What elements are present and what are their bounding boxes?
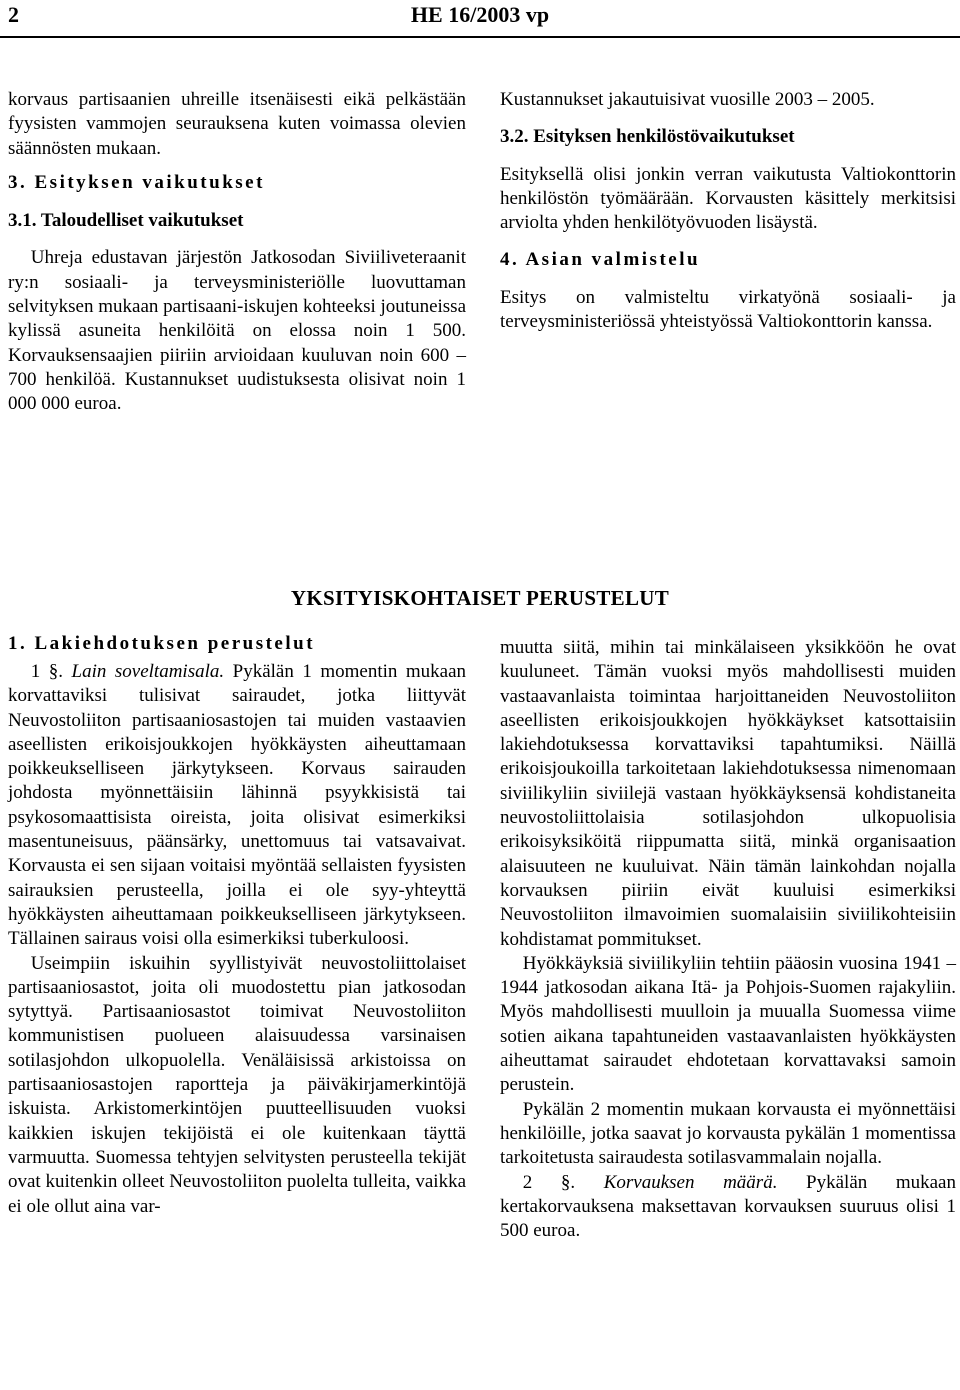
bottom-left-column <box>8 660 466 1219</box>
document-id: HE 16/2003 vp <box>410 2 550 27</box>
section-title-italic: Korvauksen määrä. <box>603 1171 778 1193</box>
paragraph: Esitys on valmisteltu virkatyönä sosiaali- ja terveysministeriössä yhteistyössä Valtiokonttorin kanssa. <box>500 286 956 333</box>
heading-section-3: 3. Esityksen vaikutukset <box>8 171 265 193</box>
section-number: 2 §. <box>522 1171 604 1193</box>
paragraph: Esityksellä olisi jonkin verran vaikutusta Valtiokonttorin henkilöstön työmäärään. Korvausten käsittely merkitsisi arviolta yhden henkilötyövuoden lisäystä. <box>500 163 956 234</box>
paragraph: Useimpiin iskuihin syyllistyivät neuvostoliittolaiset partisaaniosastot, joita oli muodostettu pian jatkosodan sytyttyä. Partisaaniosastot toimivat Neuvostoliiton kommunistisen puolueen alaisuudessa varsinaisen sotilasjohdon ulkopuolella. Venäläisissä arkistoissa on partisaaniosastojen raportteja ja päiväkirjamerkintöjä iskuista. Arkistomerkintöjen puutteellisuuden vuoksi kaikkien iskujen tekijöistä ei ole kuitenkaan täyttä varmuutta. Suomessa tehtyjen selvitysten perusteella tekijät ovat kuitenkin olleet Neuvostoliiton puolelta tulleita, vaikka ei ole ollut aina var- <box>8 952 466 1217</box>
top-left-column <box>8 88 466 417</box>
paragraph: Pykälän 2 momentin mukaan korvausta ei myönnettäisi henkilöille, jotka saavat jo korvausta pykälän 1 momentissa tarkoitetusta sairaudesta sotilasvammalain nojalla. <box>500 1098 956 1169</box>
heading-section-1: 1. Lakiehdotuksen perustelut <box>8 633 316 654</box>
paragraph: Hyökkäyksiä siviilikyliin tehtiin pääosin vuosina 1941 – 1944 jatkosodan aikana Itä- ja Pohjois-Suomen rajakyliin. Myös mahdollisesti muulloin ja muualla Suomessa viime sotien aikana tapahtuneiden vastaavanlaisten hyökkäysten aiheuttamat sairaudet ehdotetaan korvattavaksi samoin perustein. <box>500 952 956 1096</box>
paragraph-1-section <box>8 660 466 952</box>
bottom-right-column <box>500 636 956 1243</box>
paragraph: korvaus partisaanien uhreille itsenäisesti eikä pelkästään fyysisten vammojen seurauksena kuten voimassa olevien säännösten mukaan. <box>8 89 466 159</box>
paragraph: muutta siitä, mihin tai minkälaiseen yksikköön he ovat kuuluneet. Tämän vuoksi myös mahdollisesti muiden vastaavanlaista toimintaa harjoittaneiden Neuvostoliiton aseellisten erikoisjoukkojen hyökkäykset katsottaisiin lakiehdotuksessa korvattaviksi tapahtumiksi. Näillä erikoisjoukoilla tarkoitetaan lakiehdotuksessa nimenomaan siviilikyliin siviilejä vastaan hyökkäyksensä kohdistaneita neuvostoliittolaisia sotilasjohdon ulkopuolisia erikoisyksiköitä riippumatta siitä, minkä organisaation alaisuuteen ne kuuluivat. Näin tämän lainkohdan nojalla korvauksen piiriin eivät kuuluisi esimerkiksi Neuvostoliiton ilmavoimien suomalaisiin siviilikohteisiin kohdistamat pommitukset. <box>500 637 956 950</box>
heading-section-3-1: 3.1. Taloudelliset vaikutukset <box>8 210 244 232</box>
section-number: 1 §. <box>30 661 72 682</box>
paragraph: Uhreja edustavan järjestön Jatkosodan Siviiliveteraanit ry:n sosiaali- ja terveysministeriölle luovuttaman selvityksen mukaan partisaani-iskujen kohteeksi joutuneissa kylissä asuneita henkilöitä on elossa noin 1 500. Korvauksensaajien piiriin arvioidaan kuuluvan noin 600 – 700 henkilöä. Kustannukset uudistuksesta olisivat noin 1 000 000 euroa. <box>8 247 467 415</box>
heading-section-3-2: 3.2. Esityksen henkilöstövaikutukset <box>500 126 795 148</box>
paragraph-2-section <box>500 1171 956 1244</box>
top-right-column <box>500 88 956 334</box>
header-rule <box>0 36 960 38</box>
section-title: YKSITYISKOHTAISET PERUSTELUT <box>290 586 670 610</box>
paragraph-text: Pykälän 1 momentin mukaan korvattaviksi tulisivat sairaudet, jotka liittyvät Neuvostoliiton partisaaniosastojen tai muiden vastaavien aseellisten erikoisjoukkojen hyökkäysten aiheuttamaan poikkeukselliseen järkytykseen. Korvaus sairauden johdosta myönnettäisiin lähinnä psyykkisistä tai psykosomaattisista oireista, joita olisivat esimerkiksi masentuneisuus, päänsärky, unettomuus tai vatsavaivat. Korvausta ei sen sijaan voitaisi myöntää sellaisten fyysisten sairauksien perusteella, joilla ei ole syy-yhteyttä hyökkäysten aiheuttamaan poikkeukselliseen järkytykseen. Tällainen sairaus voisi olla esimerkiksi tuberkuloosi. <box>8 661 467 950</box>
heading-section-4: 4. Asian valmistelu <box>500 249 701 271</box>
paragraph: Kustannukset jakautuisivat vuosille 2003 – 2005. <box>500 89 875 110</box>
page-number: 2 <box>8 2 19 27</box>
paragraph-text: Pykälän mukaan kertakorvauksena maksettavan korvauksen suuruus olisi 1 500 euroa. <box>500 1171 956 1242</box>
page-header <box>0 0 960 40</box>
section-title-italic: Lain soveltamisala. <box>71 661 225 682</box>
